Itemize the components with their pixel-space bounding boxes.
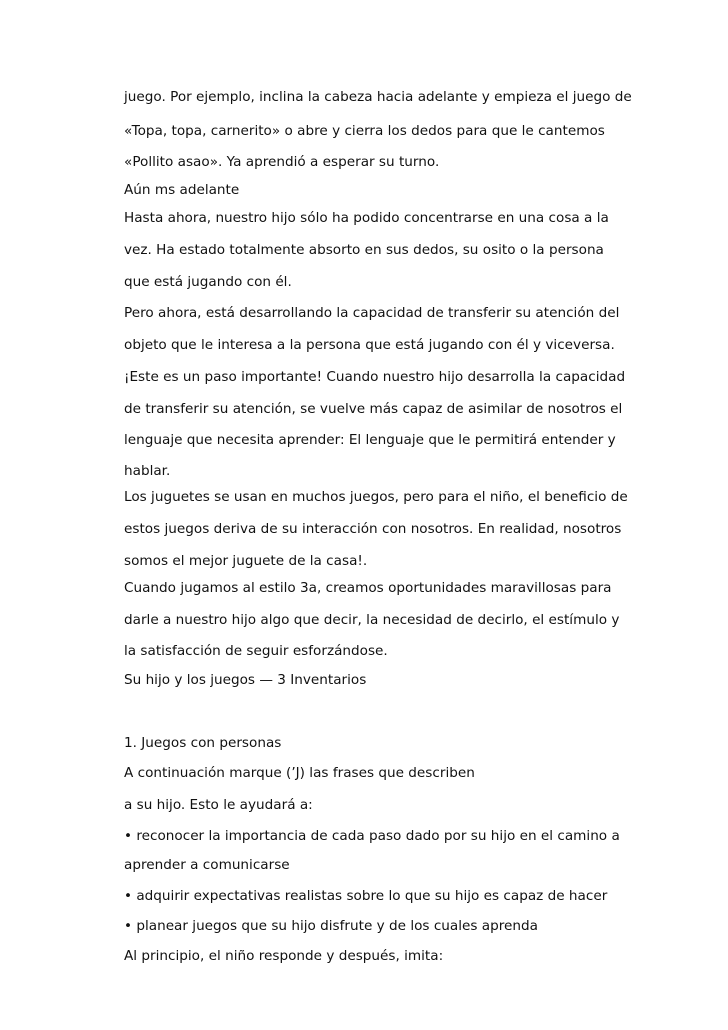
text-line: darle a nuestro hijo algo que decir, la necesidad de decirlo, el estímulo y [124, 612, 620, 628]
text-line: somos el mejor juguete de la casa!. [124, 553, 368, 569]
text-line: objeto que le interesa a la persona que está jugando con él y viceversa. [124, 337, 615, 353]
text-line: Hasta ahora, nuestro hijo sólo ha podido concentrarse en una cosa a la [124, 210, 609, 226]
text-line: a su hijo. Esto le ayudará a: [124, 797, 313, 813]
text-line: Cuando jugamos al estilo 3a, creamos oportunidades maravillosas para [124, 580, 612, 596]
text-line: de transferir su atención, se vuelve más capaz de asimilar de nosotros el [124, 401, 623, 417]
text-line: que está jugando con él. [124, 274, 292, 290]
section-heading: Su hijo y los juegos — 3 Inventarios [124, 672, 367, 688]
text-line: «Topa, topa, carnerito» o abre y cierra los dedos para que le cantemos [124, 123, 605, 139]
text-line: A continuación marque (’J) las frases que describen [124, 765, 475, 781]
text-line: la satisfacción de seguir esforzándose. [124, 643, 388, 659]
text-line: «Pollito asao». Ya aprendió a esperar su turno. [124, 154, 440, 170]
text-line: vez. Ha estado totalmente absorto en sus dedos, su osito o la persona [124, 242, 604, 258]
text-line: juego. Por ejemplo, inclina la cabeza hacia adelante y empieza el juego de [124, 89, 632, 105]
list-item: • adquirir expectativas realistas sobre lo que su hijo es capaz de hacer [124, 888, 608, 904]
section-heading: 1. Juegos con personas [124, 735, 282, 751]
section-heading: Aún ms adelante [124, 182, 240, 198]
text-line: Al principio, el niño responde y después, imita: [124, 948, 444, 964]
text-line: Pero ahora, está desarrollando la capacidad de transferir su atención del [124, 305, 620, 321]
text-line: estos juegos deriva de su interacción con nosotros. En realidad, nosotros [124, 521, 622, 537]
list-item-continuation: aprender a comunicarse [124, 857, 290, 873]
list-item: • reconocer la importancia de cada paso dado por su hijo en el camino a [124, 828, 620, 844]
text-line: ¡Este es un paso importante! Cuando nuestro hijo desarrolla la capacidad [124, 369, 626, 385]
list-item: • planear juegos que su hijo disfrute y de los cuales aprenda [124, 918, 538, 934]
text-line: Los juguetes se usan en muchos juegos, pero para el niño, el beneficio de [124, 489, 628, 505]
text-line: hablar. [124, 463, 171, 479]
text-line: lenguaje que necesita aprender: El lenguaje que le permitirá entender y [124, 432, 616, 448]
